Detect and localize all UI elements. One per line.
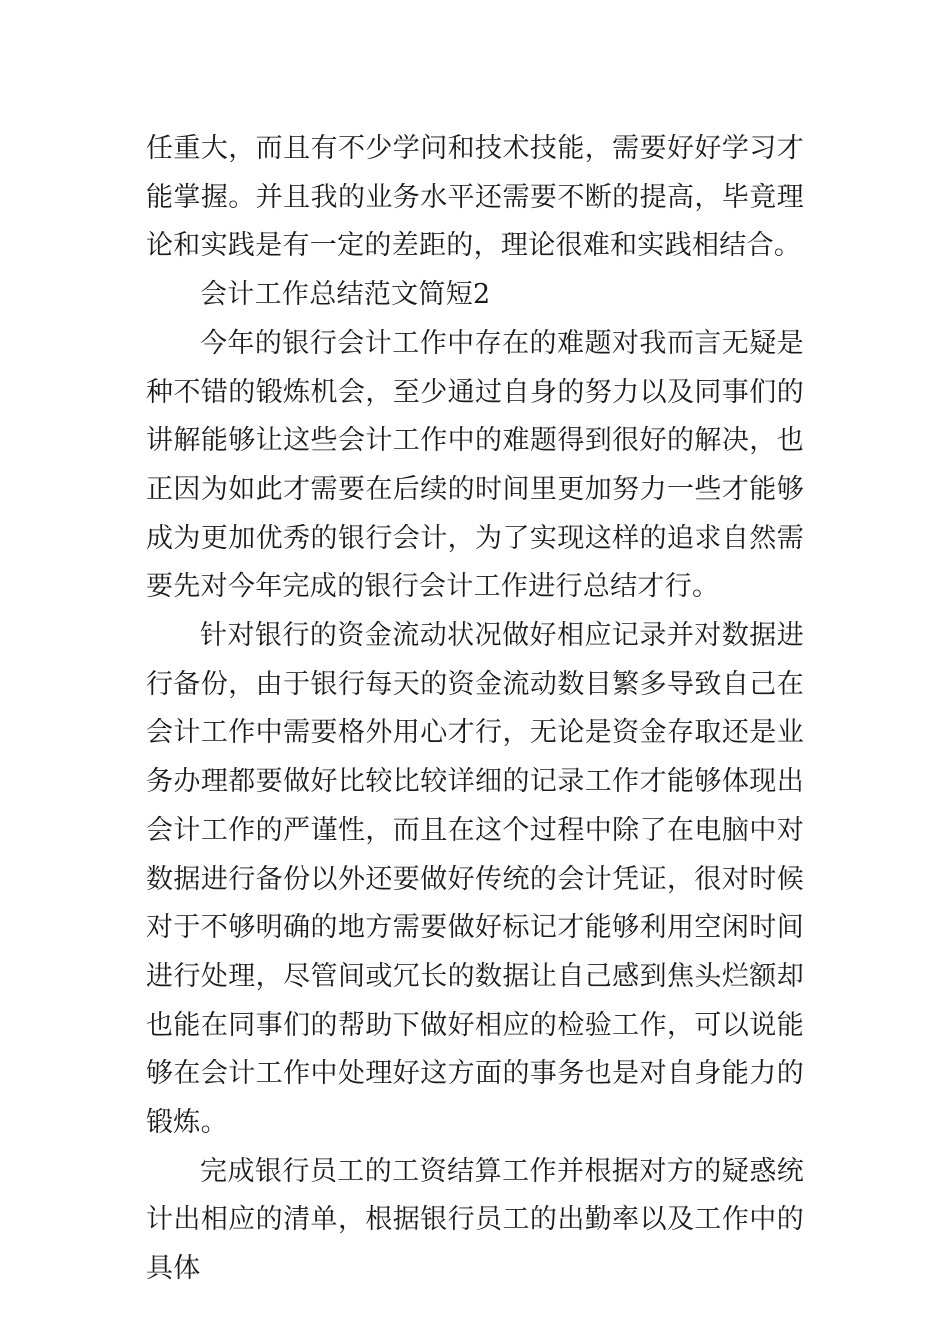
section-heading: 会计工作总结范文简短2	[200, 279, 491, 311]
document-page	[146, 125, 804, 1294]
continued-paragraph: 任重大，而且有不少学问和技术技能，需要好好学习才能掌握。并且我的业务水平还需要不断的提高，毕竟理论和实践是有一定的差距的，理论很难和实践相结合。	[146, 133, 804, 262]
body-paragraph-1: 今年的银行会计工作中存在的难题对我而言无疑是种不错的锻炼机会，至少通过自身的努力以及同事们的讲解能够让这些会计工作中的难题得到很好的解决，也正因为如此才需要在后续的时间里更加努力一些才能够成为更加优秀的银行会计，为了实现这样的追求自然需要先对今年完成的银行会计工作进行总结才行。	[146, 327, 804, 603]
body-paragraph-2: 针对银行的资金流动状况做好相应记录并对数据进行备份，由于银行每天的资金流动数目繁多导致自己在会计工作中需要格外用心才行，无论是资金存取还是业务办理都要做好比较比较详细的记录工作才能够体现出会计工作的严谨性，而且在这个过程中除了在电脑中对数据进行备份以外还要做好传统的会计凭证，很对时候对于不够明确的地方需要做好标记才能够利用空闲时间进行处理，尽管间或冗长的数据让自己感到焦头烂额却也能在同事们的帮助下做好相应的检验工作，可以说能够在会计工作中处理好这方面的事务也是对自身能力的锻炼。	[146, 620, 804, 1139]
body-paragraph-3: 完成银行员工的工资结算工作并根据对方的疑惑统计出相应的清单，根据银行员工的出勤率以及工作中的具体	[146, 1155, 804, 1285]
